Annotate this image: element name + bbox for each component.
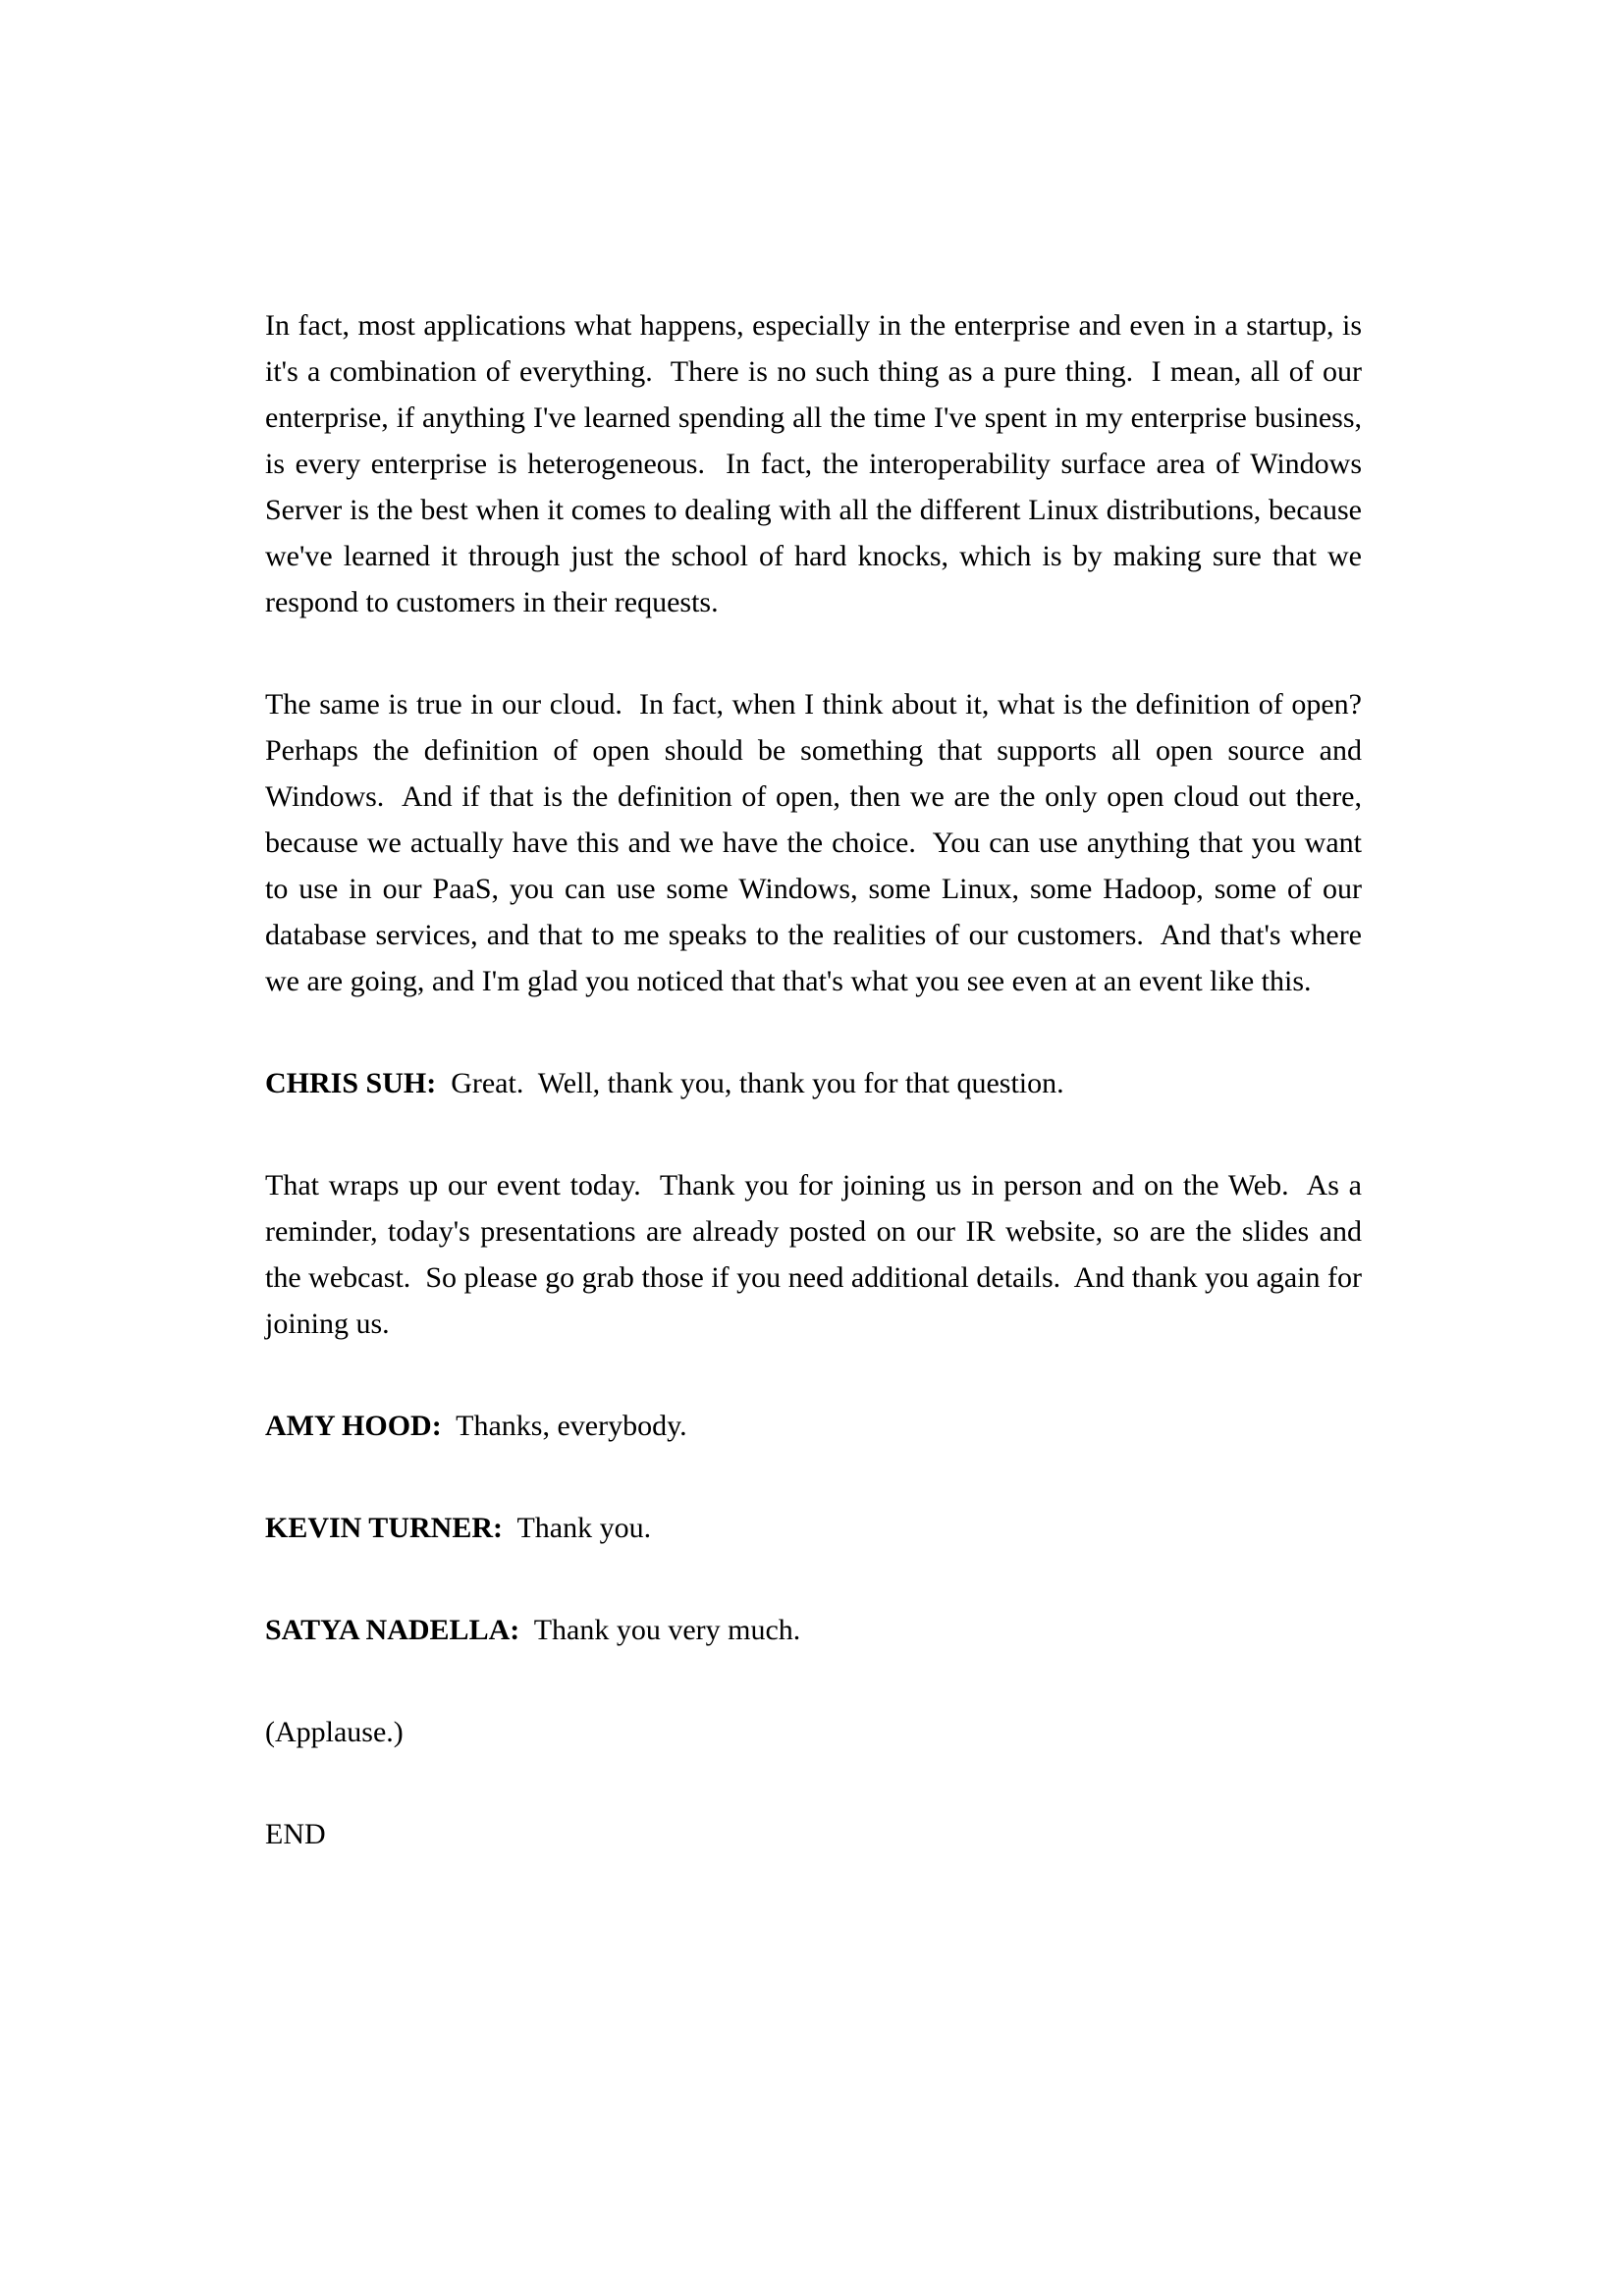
paragraph [265,1811,1362,1857]
paragraph-text: Great. Well, thank you, thank you for that question. [436,1067,1064,1099]
speaker-name: AMY HOOD: [265,1410,442,1442]
speaker-name: SATYA NADELLA: [265,1614,520,1646]
paragraph [265,1709,1362,1755]
paragraph-text: Thank you. [502,1512,652,1544]
paragraph-text: Thank you very much. [519,1614,801,1646]
paragraph-text: Thanks, everybody. [441,1410,687,1442]
paragraph-text: That wraps up our event today. Thank you for joining us in person and on the Web. As a reminder, today's presentations are already posted on our IR website, so are the slides and the webcast. So please go grab those if you need additional details. And thank you again for joining us. [265,1169,1370,1340]
paragraph-text: (Applause.) [265,1716,404,1748]
paragraph [265,1607,1362,1653]
paragraph [265,681,1377,1004]
speaker-name: CHRIS SUH: [265,1067,437,1099]
paragraph [265,1060,1362,1106]
paragraph-text: In fact, most applications what happens, especially in the enterprise and even in a startup, is it's a combination of everything. There is no such thing as a pure thing. I mean, all of our enterprise, if anything I've learned spending all the time I've spent in my enterprise business, is every enterprise is heterogeneous. In fact, the interoperability surface area of Windows Server is the best when it comes to dealing with all the different Linux distributions, because we've learned it through just the school of hard knocks, which is by making sure that we respond to customers in their requests. [265,309,1370,618]
paragraph [265,302,1370,625]
paragraph-text: END [265,1818,326,1850]
paragraph [265,1403,1362,1449]
paragraph [265,1162,1370,1347]
speaker-name: KEVIN TURNER: [265,1512,503,1544]
paragraph-text: The same is true in our cloud. In fact, when I think about it, what is the definition of open? Perhaps the definition of open should be something that supports all open source and Windows. And if that is the definition of open, then we are the only open cloud out there, because we actually have this and we have the choice. You can use anything that you want to use in our PaaS, you can use some Windows, some Linux, some Hadoop, some of our database services, and that to me speaks to the realities of our customers. And that's where we are going, and I'm glad you noticed that that's what you see even at an event like this. [265,688,1377,997]
paragraph [265,1505,1362,1551]
